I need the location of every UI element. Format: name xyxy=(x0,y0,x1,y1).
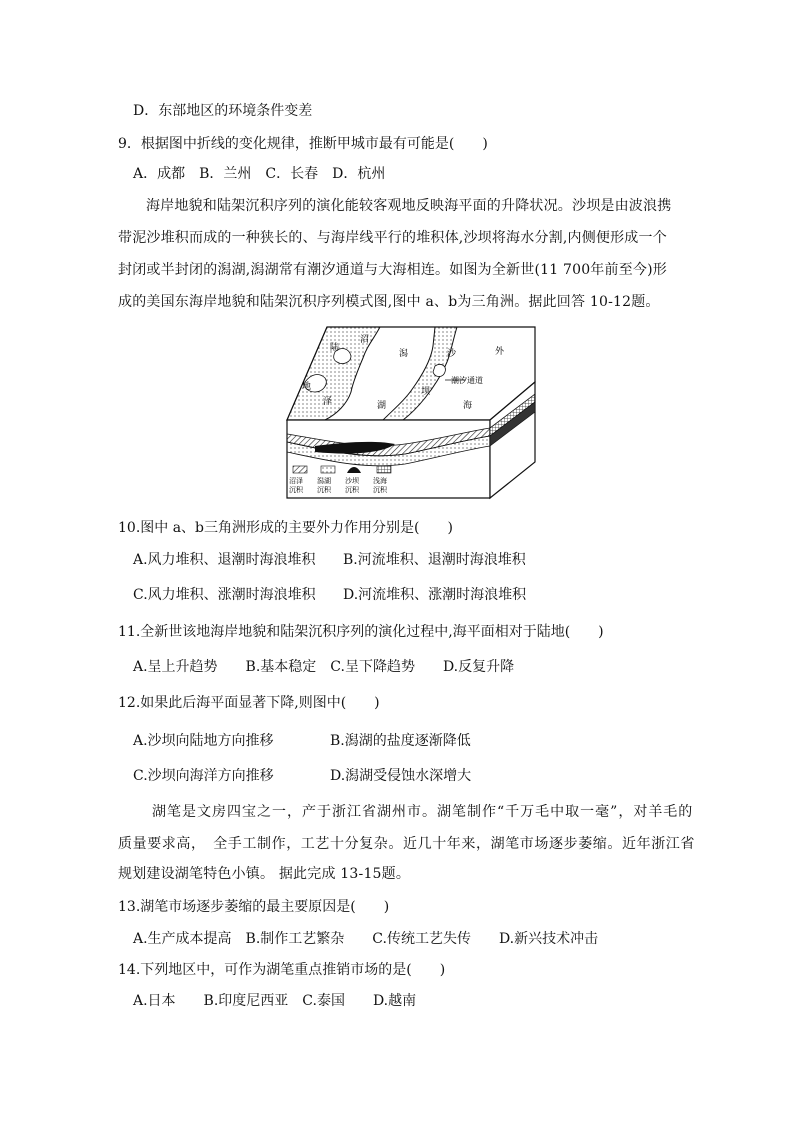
label-lu: 陆 xyxy=(330,343,340,353)
q12-stem: 12.如果此后海平面显著下降,则图中( ) xyxy=(118,695,380,711)
passage-1-line: 封闭或半封闭的潟湖,潟湖常有潮汐通道与大海相连。如图为全新世(11 700年前至今)形 xyxy=(118,262,667,278)
passage-1-line: 带泥沙堆积而成的一种狭长的、与海岸线平行的堆积体,沙坝将海水分割,内侧便形成一个 xyxy=(118,230,667,246)
passage-2-line: 规划建设湖笔特色小镇。 据此完成 13-15题。 xyxy=(118,866,411,882)
legend-shallow-sea-line2: 沉积 xyxy=(373,486,387,494)
legend-lagoon-line2: 沉积 xyxy=(317,486,331,494)
q9-stem: 9．根据图中折线的变化规律，推断甲城市最有可能是( ) xyxy=(118,136,488,152)
q11-stem: 11.全新世该地海岸地貌和陆架沉积序列的演化过程中,海平面相对于陆地( ) xyxy=(118,624,604,640)
passage-1-line: 海岸地貌和陆架沉积序列的演化能较客观地反映海平面的升降状况。沙坝是由波浪携 xyxy=(146,198,672,214)
label-ze: 泽 xyxy=(323,397,333,407)
q14-stem: 14.下列地区中，可作为湖笔重点推销市场的是( ) xyxy=(118,962,446,978)
q10-option-d: D.河流堆积、涨潮时海浪堆积 xyxy=(343,587,527,603)
legend-sandbar-line2: 沉积 xyxy=(345,486,359,494)
q12-option-d: D.潟湖受侵蚀水深增大 xyxy=(330,768,472,784)
label-hai: 海 xyxy=(463,401,473,411)
q12-option-a: A.沙坝向陆地方向推移 xyxy=(133,733,274,749)
passage-2-line: 湖笔是文房四宝之一，产于浙江省湖州市。湖笔制作“千万毛中取一毫”，对羊毛的 xyxy=(152,804,694,820)
q12-option-b: B.潟湖的盐度逐渐降低 xyxy=(330,733,471,749)
q10-option-c: C.风力堆积、涨潮时海浪堆积 xyxy=(133,587,316,603)
legend-sandbar-line1: 沙坝 xyxy=(345,477,359,485)
legend-swatch-lagoon xyxy=(321,466,335,473)
label-wai: 外 xyxy=(495,347,505,357)
label-hu: 湖 xyxy=(377,401,387,411)
q13-options: A.生产成本提高 B.制作工艺繁杂 C.传统工艺失传 D.新兴技术冲击 xyxy=(133,931,599,947)
label-tidal-channel: 潮汐通道 xyxy=(451,376,483,385)
legend-marsh-line2: 沉积 xyxy=(289,486,303,494)
q10-option-a: A.风力堆积、退潮时海浪堆积 xyxy=(133,552,316,568)
q9-options: A．成都 B．兰州 C．长春 D．杭州 xyxy=(133,166,386,182)
q10-stem: 10.图中 a、b三角洲形成的主要外力作用分别是( ) xyxy=(118,520,453,536)
q12-option-c: C.沙坝向海洋方向推移 xyxy=(133,768,274,784)
q8-option-d: D．东部地区的环境条件变差 xyxy=(133,103,313,119)
coastal-landform-block-diagram xyxy=(285,322,555,502)
label-xi: 潟 xyxy=(399,349,409,359)
legend-marsh-line1: 沼泽 xyxy=(289,477,303,485)
legend-swatch-marsh xyxy=(293,466,307,473)
label-zhao: 沼 xyxy=(360,335,370,345)
q10-option-b: B.河流堆积、退潮时海浪堆积 xyxy=(343,552,526,568)
legend-shallow-sea-line1: 浅海 xyxy=(373,477,387,485)
label-di: 地 xyxy=(302,382,312,392)
legend-lagoon-line1: 潟湖 xyxy=(317,477,331,485)
legend-swatch-shallow-sea xyxy=(377,466,391,473)
label-ba: 坝 xyxy=(421,387,431,397)
passage-2-line: 质量要求高， 全手工制作，工艺十分复杂。近几十年来，湖笔市场逐步萎缩。近年浙江省 xyxy=(118,836,695,852)
q14-options: A.日本 B.印度尼西亚 C.泰国 D.越南 xyxy=(133,993,417,1009)
q11-options: A.呈上升趋势 B.基本稳定 C.呈下降趋势 D.反复升降 xyxy=(133,659,515,675)
label-sha: 沙 xyxy=(447,349,457,359)
block-diagram-svg xyxy=(285,322,555,502)
passage-1-line: 成的美国东海岸地貌和陆架沉积序列模式图,图中 a、b为三角洲。据此回答 10-12题。 xyxy=(118,294,660,310)
q13-stem: 13.湖笔市场逐步萎缩的最主要原因是( ) xyxy=(118,899,390,915)
